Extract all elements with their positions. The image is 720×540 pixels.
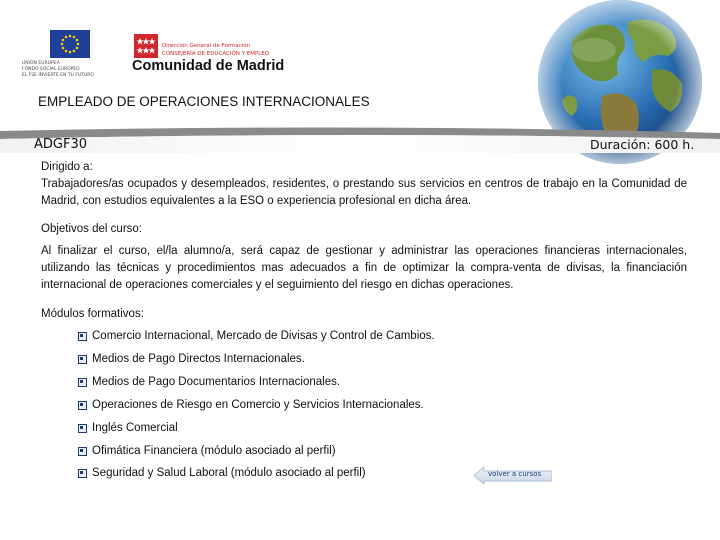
module-item-label: Seguridad y Salud Laboral (módulo asociado al perfil) [92,467,366,479]
module-item-label: Comercio Internacional, Mercado de Divisas y Control de Cambios. [92,330,435,342]
module-item [78,445,336,457]
comunidad-de-madrid-logo-icon [134,34,158,58]
checkbox-bullet-icon [78,378,87,387]
eu-logo [22,28,118,80]
eu-logo-line3: EL FSE INVIERTE EN TU FUTURO [22,73,94,78]
checkbox-bullet-icon [78,469,87,478]
checkbox-bullet-icon [78,332,87,341]
module-item [78,422,178,434]
back-to-courses-button[interactable] [474,466,552,485]
module-item [78,353,305,365]
module-item-label: Ofimática Financiera (módulo asociado al perfil) [92,445,336,457]
back-to-courses-label: volver a cursos [488,470,542,478]
module-item-label: Medios de Pago Directos Internacionales. [92,353,305,365]
page-title: EMPLEADO DE OPERACIONES INTERNACIONALES [38,94,370,109]
module-item-label: Inglés Comercial [92,422,178,434]
eu-logo-line1: UNIÓN EUROPEA [22,61,60,66]
objetivos-text: Al finalizar el curso, el/la alumno/a, será capaz de gestionar y administrar las operaciones financieras internacionales, utilizando las técnicas y procedimientos mas adecuados a fin de optimizar la compra-venta de divisas, la financiación internacional de operaciones comerciales y el seguimiento del riesgo en dichas operaciones. [41,245,687,291]
module-item-label: Medios de Pago Documentarios Internacionales. [92,376,341,388]
cm-logo-line1: Dirección General de Formación [162,43,251,49]
dirigido-text: Trabajadores/as ocupados y desempleados, residentes, o prestando sus servicios en centros de trabajo en la Comunidad de Madrid, con estudios equivalentes a la ESO o experiencia profesional en dicha área. [41,178,687,207]
checkbox-bullet-icon [78,355,87,364]
eu-logo-line2: FONDO SOCIAL EUROPEO [22,67,80,72]
objetivos-label: Objetivos del curso: [41,223,142,235]
modulos-label: Módulos formativos: [41,308,144,320]
checkbox-bullet-icon [78,447,87,456]
module-item-label: Operaciones de Riesgo en Comercio y Servicios Internacionales. [92,399,424,411]
module-item [78,399,424,411]
checkbox-bullet-icon [78,401,87,410]
comunidad-madrid-logo [130,32,320,78]
dirigido-label: Dirigido a: [41,161,93,173]
eu-flag-icon [50,30,90,58]
course-duration: Duración: 600 h. [590,137,695,152]
module-item [78,376,340,388]
checkbox-bullet-icon [78,424,87,433]
cm-logo-name: Comunidad de Madrid [132,58,285,74]
module-item [78,467,366,479]
course-code: ADGF30 [34,137,87,152]
module-item [78,330,435,342]
cm-logo-line2: CONSEJERÍA DE EDUCACIÓN Y EMPLEO [162,51,270,57]
